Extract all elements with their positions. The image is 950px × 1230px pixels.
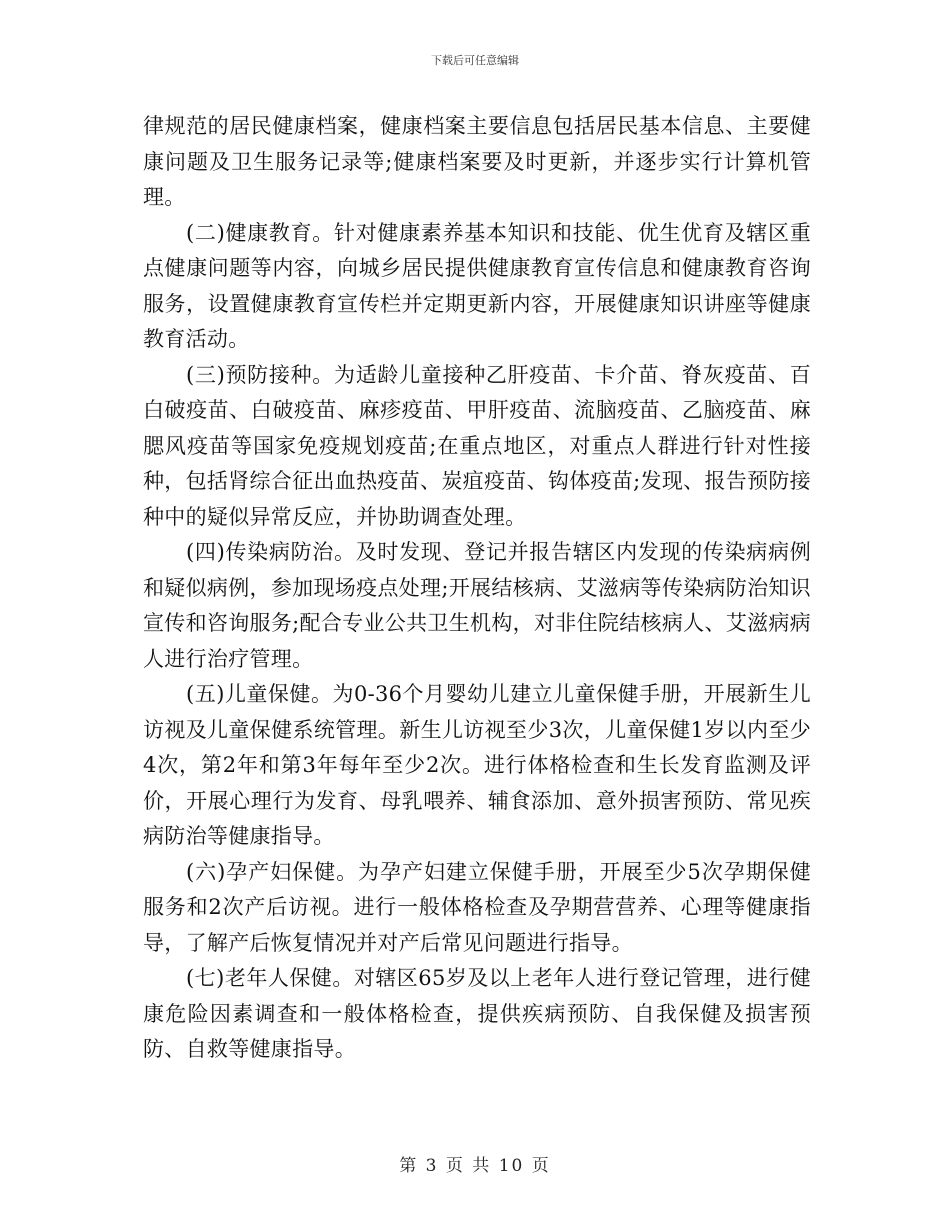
- paragraph-vaccination: (三)预防接种。为适龄儿童接种乙肝疫苗、卡介苗、脊灰疫苗、百白破疫苗、白破疫苗、麻疹疫苗、甲肝疫苗、流脑疫苗、乙脑疫苗、麻腮风疫苗等国家免疫规划疫苗;在重点地区，对重点人群进行针对性接种，包括肾综合征出血热疫苗、炭疽疫苗、钩体疫苗;发现、报告预防接种中的疑似异常反应，并协助调查处理。: [143, 362, 811, 529]
- paragraph-health-education: (二)健康教育。针对健康素养基本知识和技能、优生优育及辖区重点健康问题等内容，向城乡居民提供健康教育宣传信息和健康教育咨询服务，设置健康教育宣传栏并定期更新内容，开展健康知识讲座等健康教育活动。: [143, 220, 811, 351]
- document-body: [143, 109, 811, 1068]
- paragraph-child-health: (五)儿童保健。为0-36个月婴幼儿建立儿童保健手册，开展新生儿访视及儿童保健系统管理。新生儿访视至少3次，儿童保健1岁以内至少4次，第2年和第3年每年至少2次。进行体格检查和生长发育监测及评价，开展心理行为发育、母乳喂养、辅食添加、意外损害预防、常见疾病防治等健康指导。: [143, 682, 811, 848]
- paragraph-elderly-health: (七)老年人保健。对辖区65岁及以上老年人进行登记管理，进行健康危险因素调查和一般体格检查，提供疾病预防、自我保健及损害预防、自救等健康指导。: [143, 966, 811, 1061]
- page-number: 第 3 页 共 10 页: [399, 1156, 551, 1176]
- paragraph-infectious-disease: (四)传染病防治。及时发现、登记并报告辖区内发现的传染病病例和疑似病例，参加现场疫点处理;开展结核病、艾滋病等传染病防治知识宣传和咨询服务;配合专业公共卫生机构，对非住院结核病人、艾滋病病人进行治疗管理。: [143, 540, 811, 671]
- paragraph-health-records: 律规范的居民健康档案，健康档案主要信息包括居民基本信息、主要健康问题及卫生服务记录等;健康档案要及时更新，并逐步实行计算机管理。: [143, 114, 811, 209]
- page-header: 下载后可任意编辑: [431, 54, 519, 67]
- paragraph-maternal-health: (六)孕产妇保健。为孕产妇建立保健手册，开展至少5次孕期保健服务和2次产后访视。进行一般体格检查及孕期营营养、心理等健康指导，了解产后恢复情况并对产后常见问题进行指导。: [143, 859, 811, 955]
